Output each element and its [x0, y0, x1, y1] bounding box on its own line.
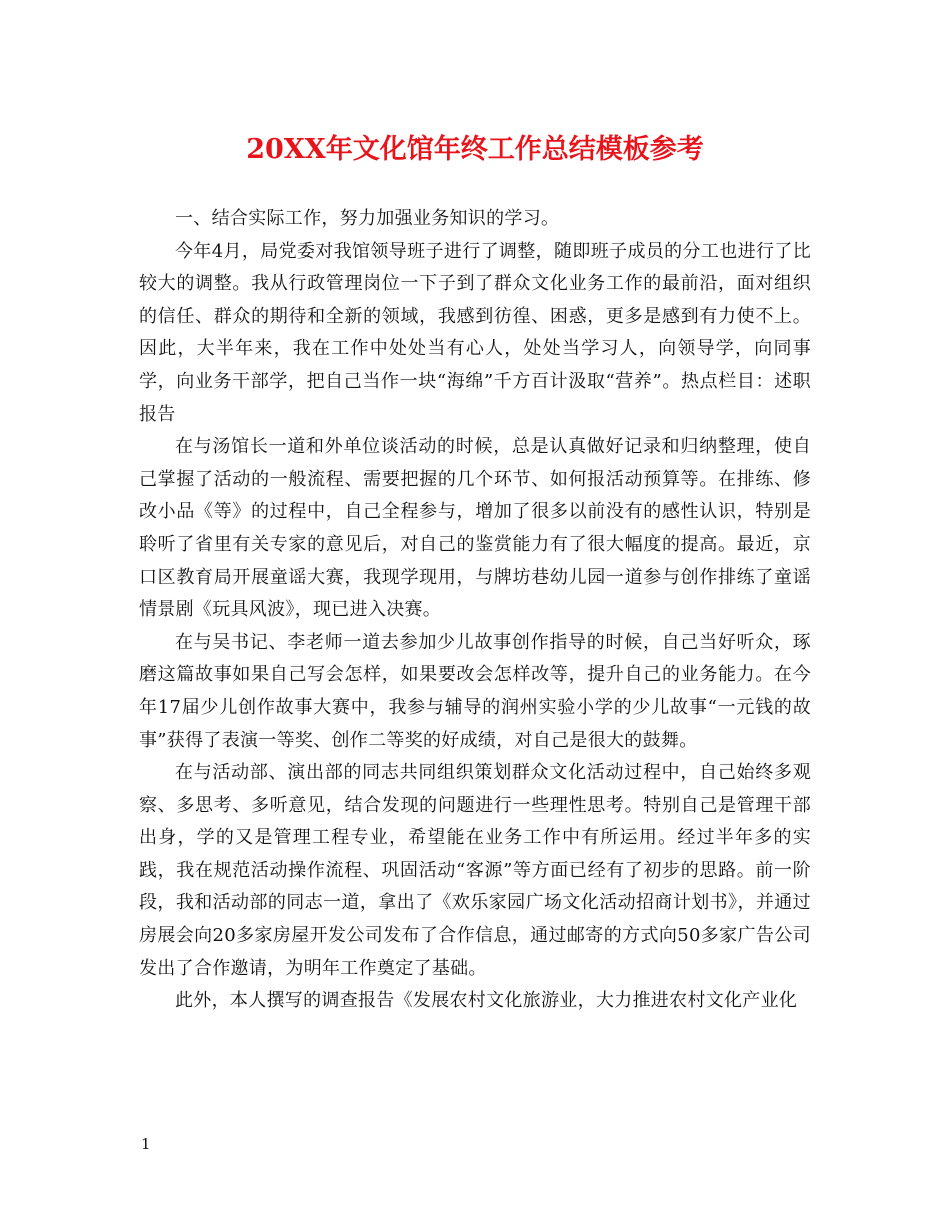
document-title: 20XX年文化馆年终工作总结模板参考	[246, 134, 704, 165]
paragraph-section-heading: 一、结合实际工作，努力加强业务知识的学习。	[175, 208, 560, 229]
page-number: 1	[141, 1135, 151, 1153]
paragraph: 在与吴书记、李老师一道去参加少儿故事创作指导的时候，自己当好听众，琢磨这篇故事如果自己写会怎样，如果要改会怎样改等，提升自己的业务能力。在今年17届少儿创作故事大赛中，我参与辅导的润州实验小学的少儿故事“一元钱的故事”获得了表演一等奖、创作二等奖的好成绩，对自己是很大的鼓舞。	[139, 631, 811, 751]
paragraph: 在与汤馆长一道和外单位谈活动的时候，总是认真做好记录和归纳整理，使自己掌握了活动的一般流程、需要把握的几个环节、如何报活动预算等。在排练、修改小品《等》的过程中，自己全程参与，增加了很多以前没有的感性认识，特别是聆听了省里有关专家的意见后，对自己的鉴赏能力有了很大幅度的提高。最近，京口区教育局开展童谣大赛，我现学现用，与牌坊巷幼儿园一道参与创作排练了童谣情景剧《玩具风波》，现已进入决赛。	[139, 436, 811, 621]
paragraph: 今年4月，局党委对我馆领导班子进行了调整，随即班子成员的分工也进行了比较大的调整。我从行政管理岗位一下子到了群众文化业务工作的最前沿，面对组织的信任、群众的期待和全新的领域，我感到彷徨、困惑，更多是感到有力使不上。因此，大半年来，我在工作中处处当有心人，处处当学习人，向领导学，向同事学，向业务干部学，把自己当作一块“海绵”千方百计汲取“营养”。热点栏目：述职报告	[139, 240, 811, 425]
document-body	[139, 203, 811, 1018]
paragraph: 在与活动部、演出部的同志共同组织策划群众文化活动过程中，自己始终多观察、多思考、多听意见，结合发现的问题进行一些理性思考。特别自己是管理干部出身，学的又是管理工程专业，希望能在业务工作中有所运用。经过半年多的实践，我在规范活动操作流程、巩固活动“客源”等方面已经有了初步的思路。前一阶段，我和活动部的同志一道，拿出了《欢乐家园广场文化活动招商计划书》，并通过房展会向20多家房屋开发公司发布了合作信息，通过邮寄的方式向50多家广告公司发出了合作邀请，为明年工作奠定了基础。	[139, 762, 811, 979]
paragraph: 此外，本人撰写的调查报告《发展农村文化旅游业，大力推进农村文化产业化	[175, 990, 798, 1012]
